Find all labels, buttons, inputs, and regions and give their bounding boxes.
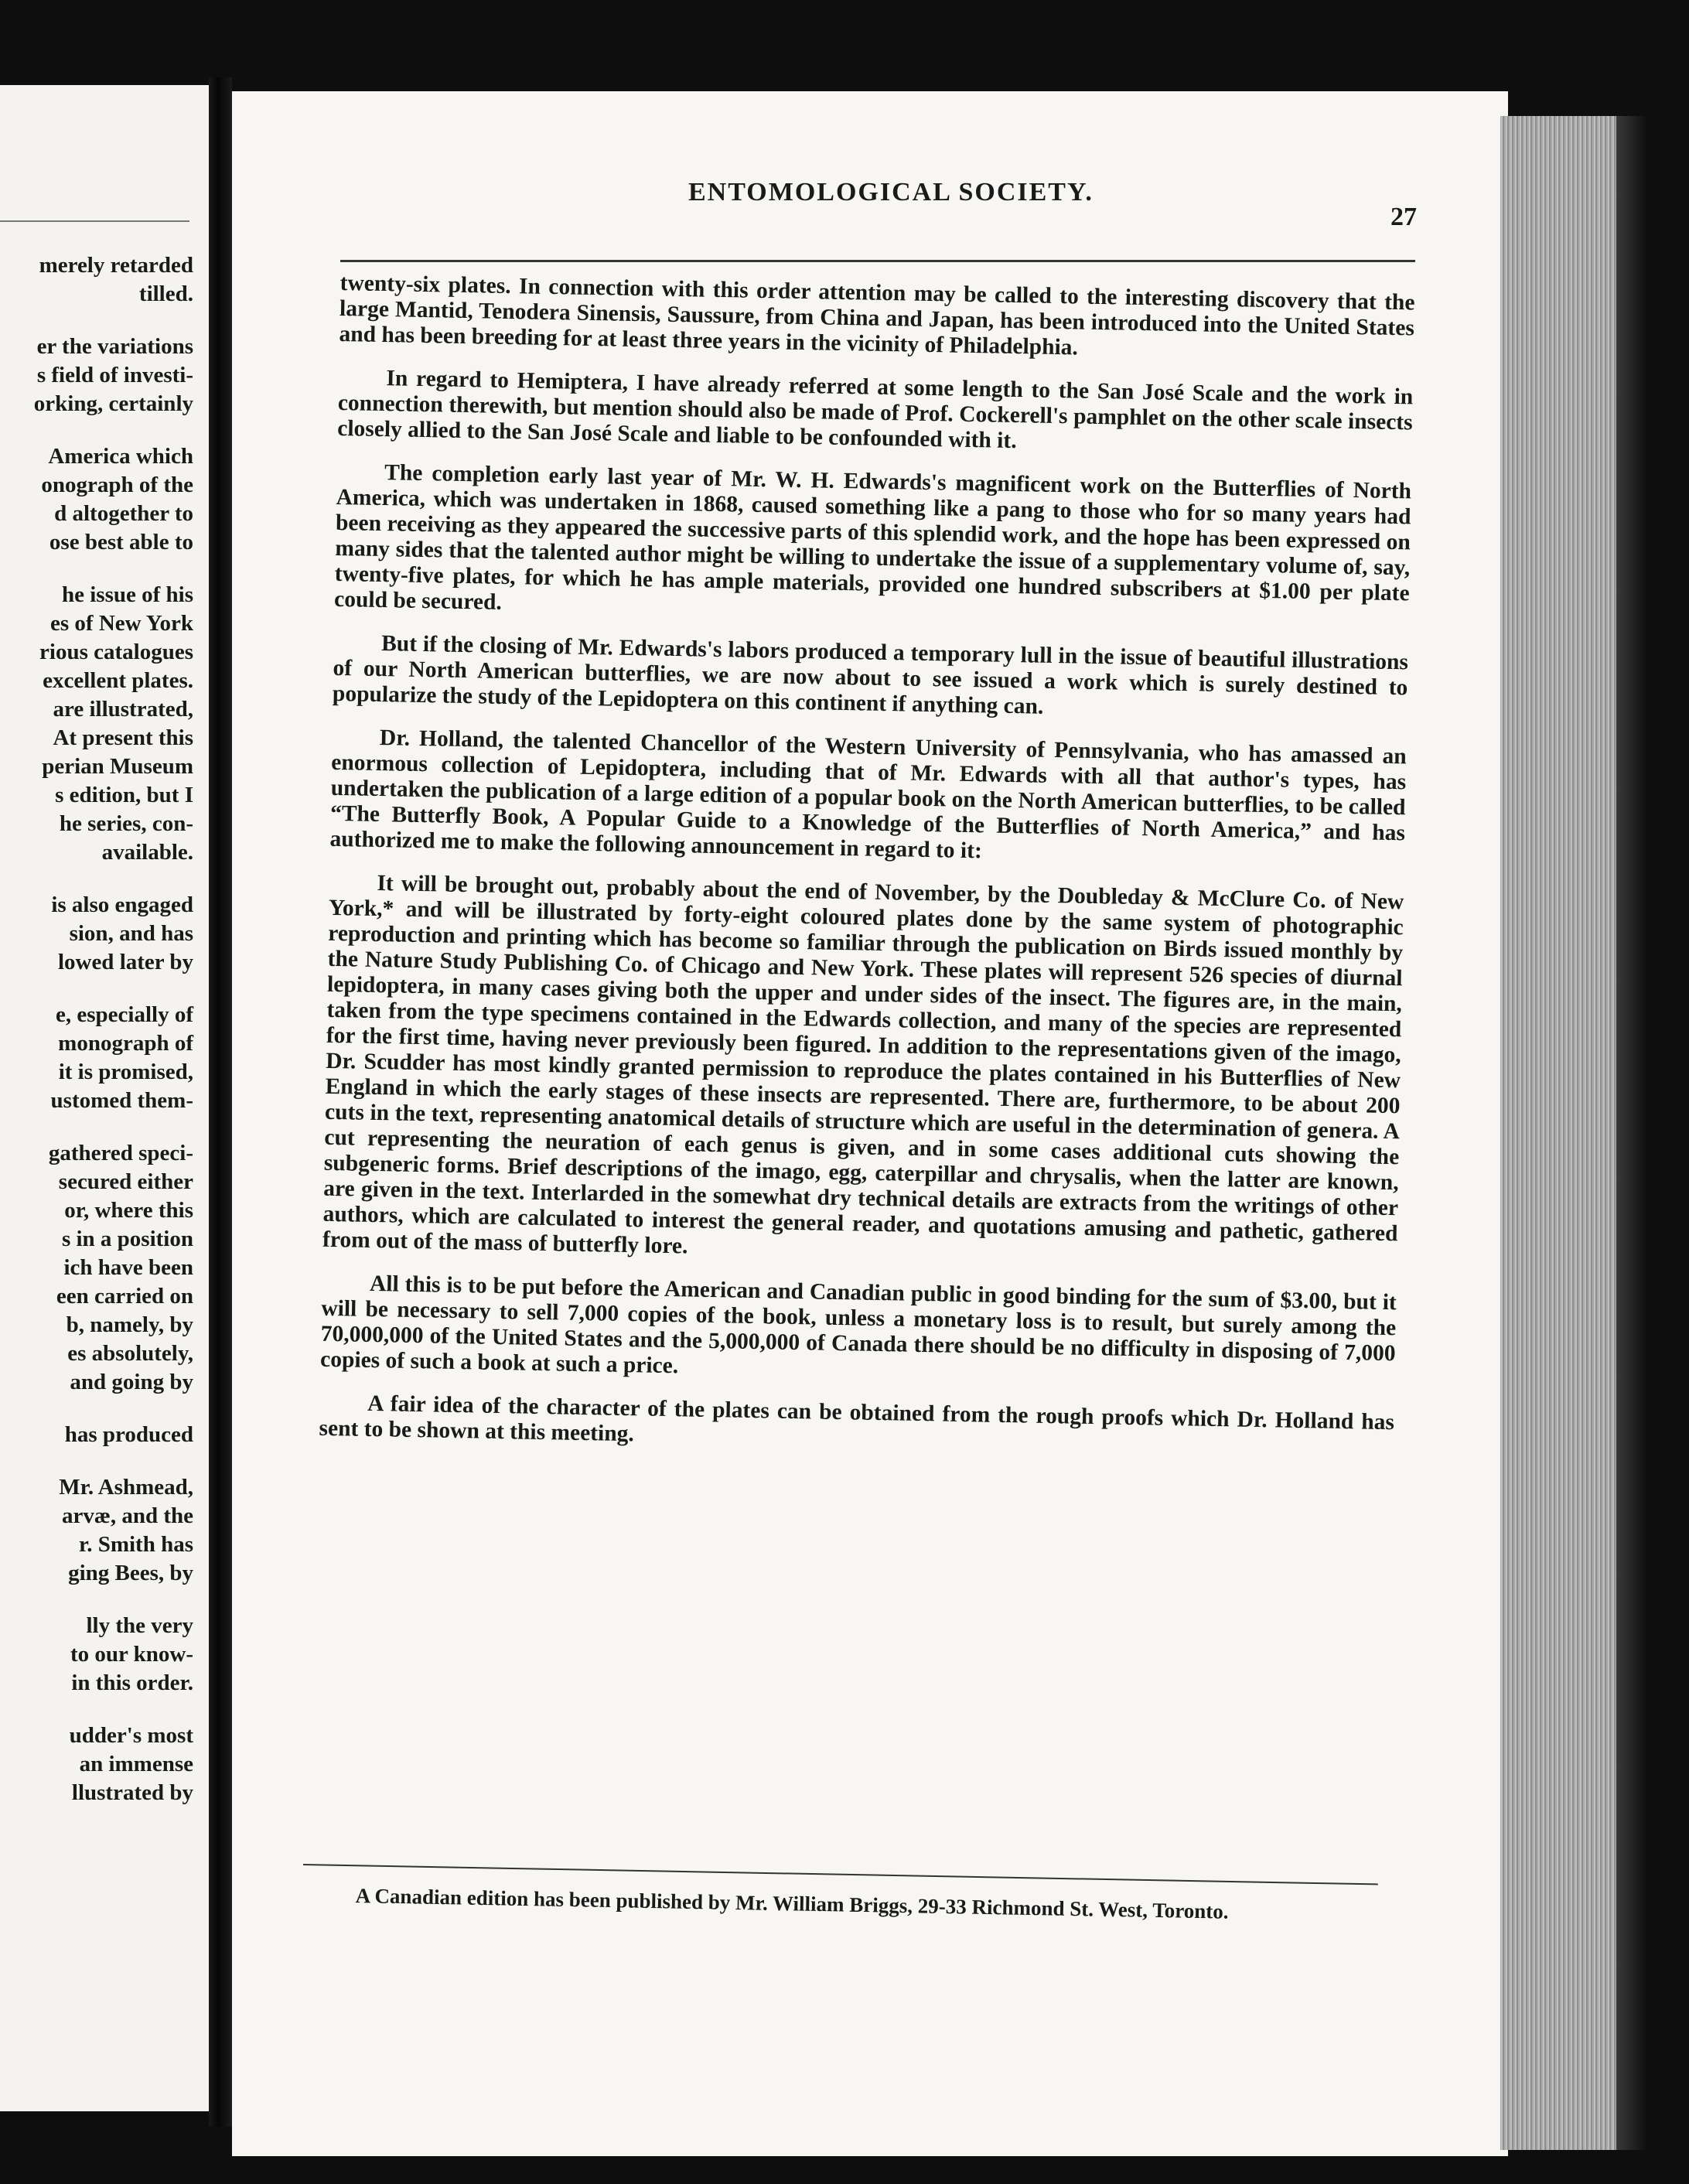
line-gap [0, 418, 193, 442]
footnote: A Canadian edition has been published by Mr. William Briggs, 29-33 Richmond St. West, Toronto. [355, 1884, 1229, 1923]
left-page-line: to our know- [70, 1642, 193, 1667]
page-edges-shadow [1616, 116, 1647, 2150]
line-gap [0, 867, 193, 891]
left-page-line: it is promised, [58, 1060, 193, 1084]
left-page-line: America which [48, 444, 193, 469]
left-page-line: are illustrated, [53, 697, 193, 722]
left-page-rule [0, 220, 189, 222]
left-page-line: er the variations [36, 334, 193, 359]
left-page-line: es absolutely, [67, 1341, 193, 1366]
paragraph: In regard to Hemiptera, I have already referred at some length to the San José Scale and the work in connection therewith, but mention should also be made of Prof. Cockerell's pamphlet on the other scale insects closely allied to the San José Scale and liable to be confounded with it. [336, 366, 1414, 454]
left-page-line: Mr. Ashmead, [59, 1475, 193, 1500]
line-gap [0, 1588, 193, 1612]
left-page-line: and going by [70, 1370, 193, 1394]
left-page-line: lly the very [86, 1613, 193, 1638]
left-page-line: rious catalogues [39, 640, 193, 664]
left-page-line: monograph of [58, 1031, 193, 1056]
left-page [0, 85, 209, 2111]
body-text [319, 271, 1415, 1479]
header-rule [340, 260, 1415, 262]
paragraph: The completion early last year of Mr. W. H. Edwards's magnificent work on the Butterflies of North America, which was undertaken in 1868, caused something like a pang to those who for so many years had been receiving as they appeared the successive parts of this splendid work, and the hope has been expressed on many sides that the talented author might be willing to undertake the issue of a supplementary volume of, say, twenty-five plates, for which he has ample materials, provided one hundred subscribers at $1.00 per plate could be secured. [333, 460, 1412, 615]
left-page-line: s edition, but I [55, 783, 193, 807]
left-page-line: merely retarded [39, 253, 193, 278]
left-page-line: he series, con- [59, 811, 193, 836]
line-gap [0, 1397, 193, 1421]
left-page-line: is also engaged [51, 892, 193, 917]
left-page-line: lowed later by [57, 950, 193, 974]
left-page-line: perian Museum [42, 754, 193, 779]
book-gutter [209, 77, 232, 2127]
line-gap [0, 309, 193, 333]
left-page-line: he issue of his [61, 582, 193, 607]
left-page-line: in this order. [71, 1670, 193, 1695]
left-page-line: ich have been [63, 1255, 193, 1280]
left-page-line: r. Smith has [78, 1532, 193, 1557]
left-page-line: or, where this [64, 1198, 193, 1223]
left-page-line: d altogether to [54, 501, 193, 526]
left-page-line: llustrated by [71, 1780, 193, 1805]
left-page-line: gathered speci- [48, 1141, 193, 1165]
left-page-line: s in a position [61, 1227, 193, 1251]
left-page-line: arvæ, and the [62, 1503, 193, 1528]
left-page-line: b, namely, by [66, 1312, 193, 1337]
line-gap [0, 1115, 193, 1139]
left-page-line: ging Bees, by [68, 1561, 193, 1585]
running-head: ENTOMOLOGICAL SOCIETY. [688, 178, 1094, 206]
page-edges [1500, 116, 1616, 2150]
line-gap [0, 1698, 193, 1722]
paragraph: Dr. Holland, the talented Chancellor of the Western University of Pennsylvania, who has amassed an enormous collection of Lepidoptera, including that of Mr. Edwards with all that author's types, has undertaken the publication of a large edition of a popular book on the North American butterflies, to be called “The Butterfly Book, A Popular Guide to a Knowledge of the Butterflies of North America,” and has authorized me to make the following announcement in regard to it: [329, 725, 1408, 864]
paragraph: But if the closing of Mr. Edwards's labors produced a temporary lull in the issue of beautiful illustrations of our North American butterflies, we are now about to see issued a work which is surely destined to popularize the study of the Lepidoptera on this continent if anything can. [332, 631, 1409, 719]
paragraph: It will be brought out, probably about the end of November, by the Doubleday & McClure Co. of New York,* and will be illustrated by forty-eight coloured plates done by the same system of photographic reproduction and printing which has become so familiar through the publication on Birds issued monthly by the Nature Study Publishing Co. of Chicago and New York. These plates will represent 526 species of diurnal lepidoptera, in many cases giving both the upper and under sides of the insect. The figures are, in the main, taken from the type specimens contained in the Edwards collection, and many of the species are represented for the first time, having never previously been figured. In addition to the representations given of the imago, Dr. Scudder has most kindly granted permission to reproduce the plates contained in his Butterflies of New England in which the early stages of these insects are represented. There are, furthermore, to be about 200 cuts in the text, representing anatomical details of structure which are useful in the determination of genera. A cut representing the neuration of each genus is given, and in some cases additional cuts showing the subgeneric forms. Brief descriptions of the imago, egg, caterpillar and chrysalis, when the latter are known, are given in the text. Interlarded in the somewhat dry technical details are extracts from the writings of other authors, which are calculated to interest the general reader, and quotations amusing and pathetic, gathered from out of the mass of butterfly lore. [322, 871, 1404, 1259]
left-page-line: has produced [64, 1422, 193, 1447]
left-page-line: ustomed them- [50, 1088, 193, 1113]
left-page-line: At present this [53, 725, 193, 750]
page-number: 27 [1390, 203, 1417, 231]
paragraph: A fair idea of the character of the plates can be obtained from the rough proofs which Dr. Holland has sent to be shown at this meeting. [319, 1391, 1395, 1447]
left-page-line: an immense [79, 1752, 193, 1776]
line-gap [0, 977, 193, 1001]
left-page-line: available. [101, 840, 193, 865]
left-page-line: e, especially of [56, 1002, 193, 1027]
left-page-line: ose best able to [49, 530, 193, 555]
left-page-line: sion, and has [69, 921, 193, 946]
footnote-rule [303, 1864, 1378, 1885]
line-gap [0, 557, 193, 581]
left-page-line: es of New York [50, 611, 193, 636]
right-page [232, 91, 1508, 2156]
left-page-line: excellent plates. [43, 668, 193, 693]
left-page-line: udder's most [69, 1723, 193, 1748]
left-page-line: secured either [58, 1169, 193, 1194]
left-page-line: een carried on [56, 1284, 193, 1309]
left-page-line: s field of investi- [36, 363, 193, 387]
paragraph: twenty-six plates. In connection with this order attention may be called to the interesting discovery that the large Mantid, Tenodera Sinensis, Saussure, from China and Japan, has been introduced into the United States and has been breeding for at least three years in the vicinity of Philadelphia. [339, 271, 1415, 360]
left-page-line: tilled. [138, 282, 193, 306]
left-page-line: onograph of the [41, 473, 193, 497]
paragraph: All this is to be put before the American and Canadian public in good binding for the sum of $3.00, but it will be necessary to sell 7,000 copies of the book, unless a monetary loss is to result, but surely among the 70,000,000 of the United States and the 5,000,000 of Canada there should be no difficulty in disposing of 7,000 copies of such a book at such a price. [319, 1271, 1397, 1379]
line-gap [0, 1449, 193, 1473]
left-page-text [0, 251, 193, 1807]
left-page-line: orking, certainly [33, 391, 193, 416]
